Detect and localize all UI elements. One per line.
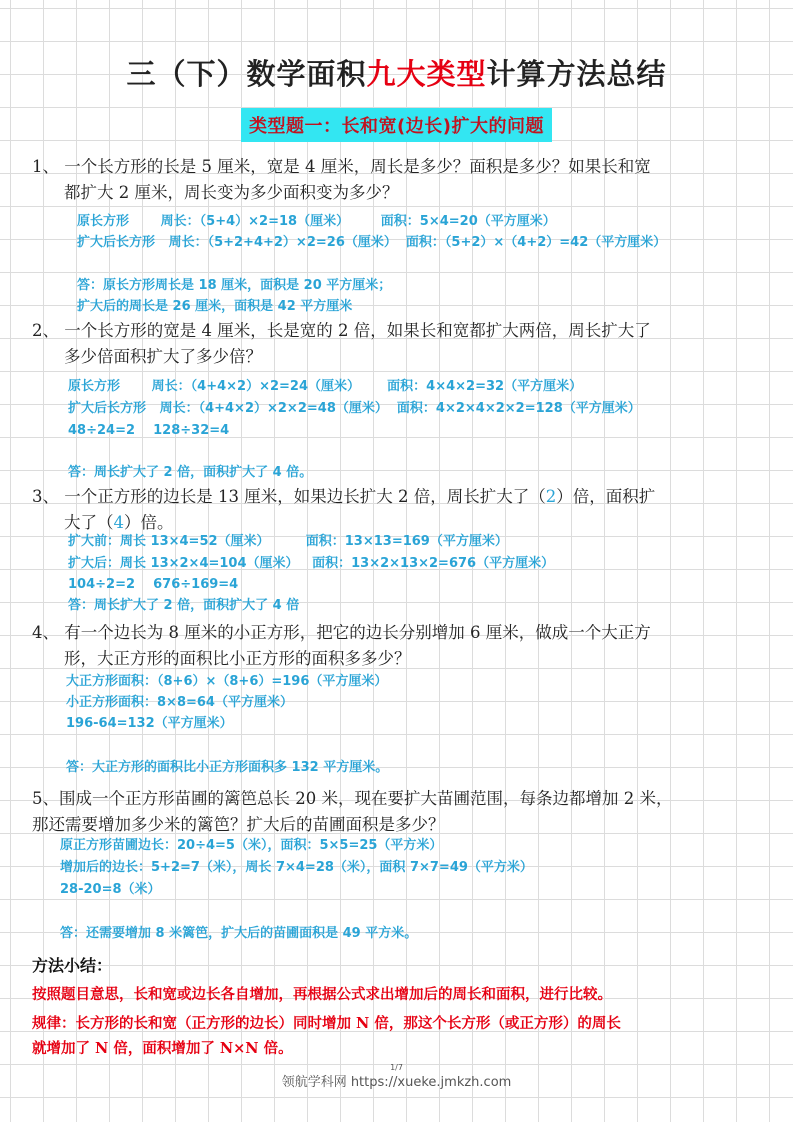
q1-solution-line-1: 原长方形 周长：（5+4）×2=18（厘米） 面积：5×4=20（平方厘米） [77, 214, 556, 229]
q3-solution-line-2: 扩大后：周长 13×2×4=104（厘米） 面积：13×2×13×2=676（平方厘米） [68, 556, 555, 571]
question-3-line-1 [32, 484, 772, 510]
page-number: 1/7 [390, 1063, 403, 1072]
question-5-line-2: 那还需要增加多少米的篱笆？扩大后的苗圃面积是多少？ [32, 815, 445, 834]
method-paragraph-3: 就增加了 N 倍，面积增加了 N×N 倍。 [32, 1040, 293, 1057]
q1-answer-line-1: 答：原长方形周长是 18 厘米，面积是 20 平方厘米； [77, 278, 392, 293]
question-3-line-2-end: ）倍。 [124, 513, 174, 532]
page-title [0, 52, 793, 93]
question-3-line-1-start: 3、 一个正方形的边长是 13 厘米，如果边长扩大 2 倍，周长扩大了（ [32, 487, 546, 506]
question-1-line-2: 都扩大 2 厘米，周长变为多少面积变为多少？ [64, 183, 399, 202]
q4-answer-line-1: 答：大正方形的面积比小正方形面积多 132 平方厘米。 [66, 760, 389, 775]
q1-solution-line-2: 扩大后长方形 周长：（5+2+4+2）×2=26（厘米） 面积：（5+2）×（4+2）=42（平方厘米） [77, 235, 667, 250]
question-1 [32, 154, 772, 206]
question-2 [32, 318, 772, 370]
question-3 [32, 484, 772, 536]
question-4 [32, 620, 772, 672]
q1-answer-line-2: 扩大后的周长是 26 厘米，面积是 42 平方厘米 [77, 299, 353, 314]
q2-solution-line-3: 48÷24=2 128÷32=4 [68, 423, 230, 438]
q4-solution-line-2: 小正方形面积：8×8=64（平方厘米） [66, 695, 293, 710]
q3-solution-line-1: 扩大前：周长 13×4=52（厘米） 面积：13×13=169（平方厘米） [68, 534, 508, 549]
section-subtitle: 类型题一：长和宽(边长)扩大的问题 [241, 108, 552, 142]
title-part-3: 计算方法总结 [486, 57, 667, 91]
footer-site: 领航学科网 https://xueke.jmkzh.com [281, 1075, 512, 1090]
q4-solution-line-1: 大正方形面积：（8+6）×（8+6）=196（平方厘米） [66, 674, 388, 689]
q5-solution-line-2: 增加后的边长：5+2=7（米），周长 7×4=28（米），面积 7×7=49（平方米） [60, 860, 533, 875]
q2-solution-line-2: 扩大后长方形 周长：（4+4×2）×2×2=48（厘米） 面积：4×2×4×2×2=128（平方厘米） [68, 401, 641, 416]
q3-blank-1: 2 [545, 487, 557, 506]
method-paragraph-2: 规律：长方形的长和宽（正方形的边长）同时增加 N 倍，那这个长方形（或正方形）的周长 [32, 1015, 621, 1032]
question-1-line-1: 1、 一个长方形的长是 5 厘米，宽是 4 厘米，周长是多少？面积是多少？如果长和宽 [32, 157, 651, 176]
method-summary [32, 982, 777, 1061]
subtitle-container [0, 108, 793, 142]
title-highlight: 九大类型 [366, 57, 487, 91]
question-4-line-1: 4、 有一个边长为 8 厘米的小正方形，把它的边长分别增加 6 厘米，做成一个大正方 [32, 623, 651, 642]
q4-solution-line-3: 196-64=132（平方厘米） [66, 716, 233, 731]
q5-solution-line-3: 28-20=8（米） [60, 882, 161, 897]
question-5 [32, 786, 772, 838]
q5-solution-line-1: 原正方形苗圃边长：20÷4=5（米），面积：5×5=25（平方米） [60, 838, 443, 853]
q3-solution-line-3: 104÷2=2 676÷169=4 [68, 577, 239, 592]
question-2-line-1: 2、 一个长方形的宽是 4 厘米，长是宽的 2 倍，如果长和宽都扩大两倍，周长扩大了 [32, 321, 651, 340]
method-summary-title: 方法小结： [32, 956, 113, 975]
question-3-line-2-start: 大了（ [64, 513, 114, 532]
question-2-line-2: 多少倍面积扩大了多少倍？ [64, 347, 262, 366]
q2-solution-line-1: 原长方形 周长：（4+4×2）×2=24（厘米） 面积：4×4×2=32（平方厘米） [68, 379, 583, 394]
q5-answer-line-1: 答：还需要增加 8 米篱笆，扩大后的苗圃面积是 49 平方米。 [60, 926, 418, 941]
title-part-1: 三（下）数学面积 [126, 57, 367, 91]
q2-answer-line-1: 答：周长扩大了 2 倍，面积扩大了 4 倍。 [68, 465, 313, 480]
q3-answer-line-1: 答：周长扩大了 2 倍，面积扩大了 4 倍 [68, 598, 300, 613]
question-3-line-1-end: ）倍，面积扩 [556, 487, 656, 506]
method-paragraph-1: 按照题目意思，长和宽或边长各自增加，再根据公式求出增加后的周长和面积，进行比较。 [32, 986, 612, 1003]
q3-blank-2: 4 [113, 513, 124, 532]
question-4-line-2: 形，大正方形的面积比小正方形的面积多多少？ [64, 649, 411, 668]
question-5-line-1: 5、围成一个正方形苗圃的篱笆总长 20 米，现在要扩大苗圃范围，每条边都增加 2 米， [32, 789, 673, 808]
